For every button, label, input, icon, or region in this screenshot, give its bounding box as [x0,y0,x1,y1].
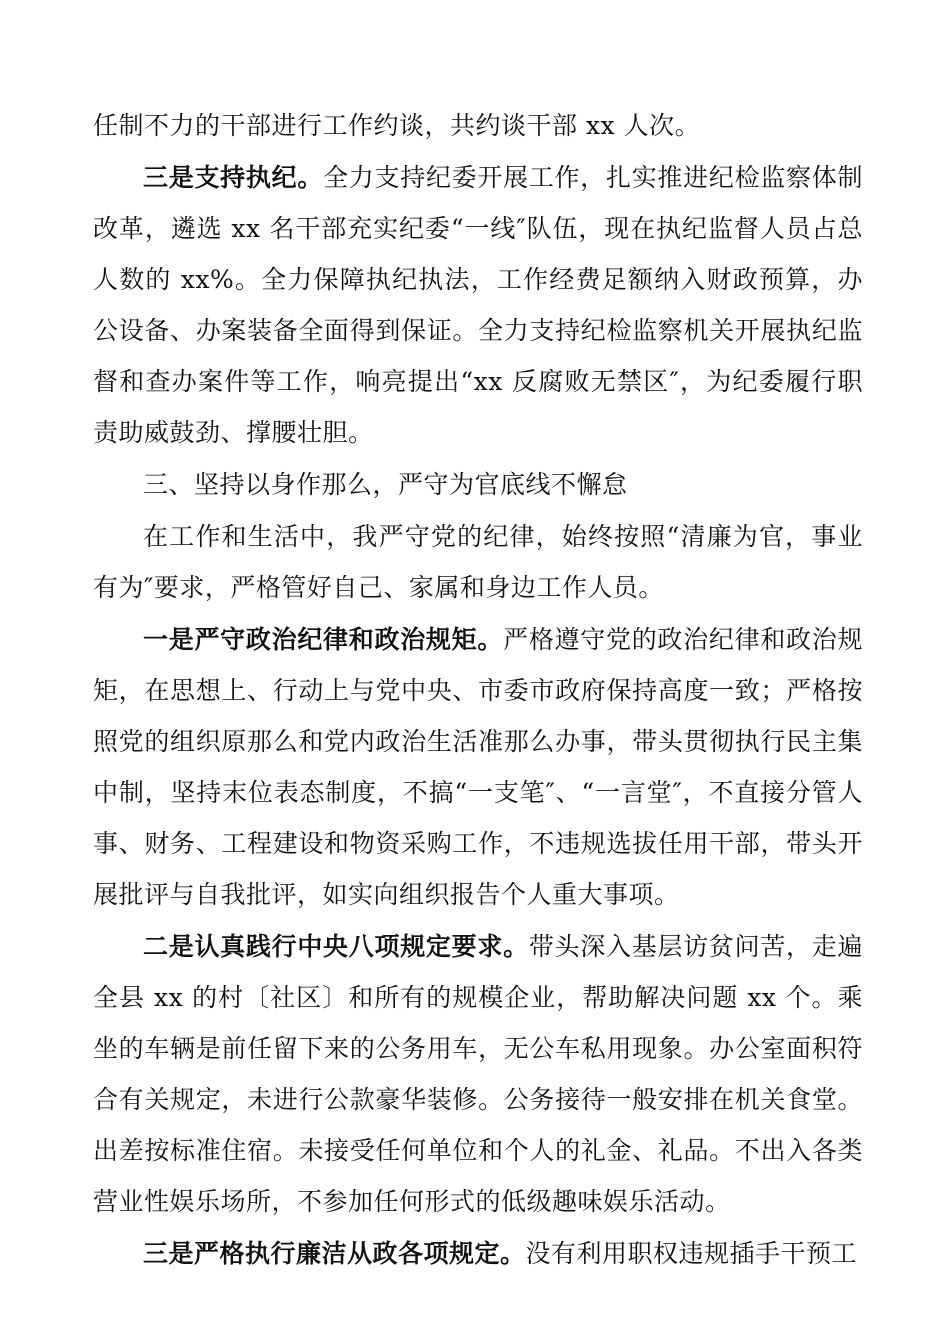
paragraph-lead: 三是严格执行廉洁从政各项规定。 [143,1239,526,1268]
paragraph-text: 没有利用职权违规插手干预工 [525,1239,858,1268]
document-body [93,100,863,1280]
paragraph-lead: 三是支持执纪。 [143,163,324,192]
paragraph-text: 在工作和生活中，我严守党的纪律，始终按照“清廉为官，事业有为″要求，严格管好自己、家属和身边工作人员。 [93,522,863,602]
paragraph-text: 任制不力的干部进行工作约谈，共约谈干部 xx 人次。 [93,111,701,140]
paragraph-text: 严格遵守党的政治纪律和政治规矩，在思想上、行动上与党中央、市委市政府保持高度一致；严格按照党的组织原那么和党内政治生活准那么办事，带头贯彻执行民主集中制，坚持末位表态制度，不搞“一支笔″、“一言堂″，不直接分管人事、财务、工程建设和物资采购工作，不违规选拔任用干部，带头开展批评与自我批评，如实向组织报告个人重大事项。 [93,625,863,909]
section-heading-text: 三、坚持以身作那么，严守为官底线不懈怠 [143,470,628,499]
paragraph-lead: 一是严守政治纪律和政治规矩。 [143,625,504,654]
paragraph-lead: 二是认真践行中央八项规定要求。 [143,932,529,961]
section-heading [93,459,863,510]
paragraph-text: 带头深入基层访贫问苦，走遍全县 xx 的村〔社区〕和所有的规模企业，帮助解决问题 xx 个。乘坐的车辆是前任留下来的公务用车，无公车私用现象。办公室面积符合有关规定，未进行公款豪华装修。公务接待一般安排在机关食堂。出差按标准住宿。未接受任何单位和个人的礼金、礼品。不出入各类营业性娱乐场所，不参加任何形式的低级趣味娱乐活动。 [93,932,863,1216]
paragraph-support-discipline [93,152,863,458]
paragraph-continuation [93,100,863,151]
paragraph-eight-rules [93,921,863,1227]
paragraph-text: 全力支持纪委开展工作，扎实推进纪检监察体制改革，遴选 xx 名干部充实纪委“一线″队伍，现在执纪监督人员占总人数的 xx%。全力保障执纪执法，工作经费足额纳入财政预算，办公设备、办案装备全面得到保证。全力支持纪检监察机关开展执纪监督和查办案件等工作，响亮提出“xx 反腐败无禁区″，为纪委履行职责助威鼓劲、撑腰壮胆。 [93,163,863,447]
paragraph-political-discipline [93,614,863,920]
paragraph-intro [93,511,863,613]
paragraph-integrity-rules [93,1228,863,1279]
